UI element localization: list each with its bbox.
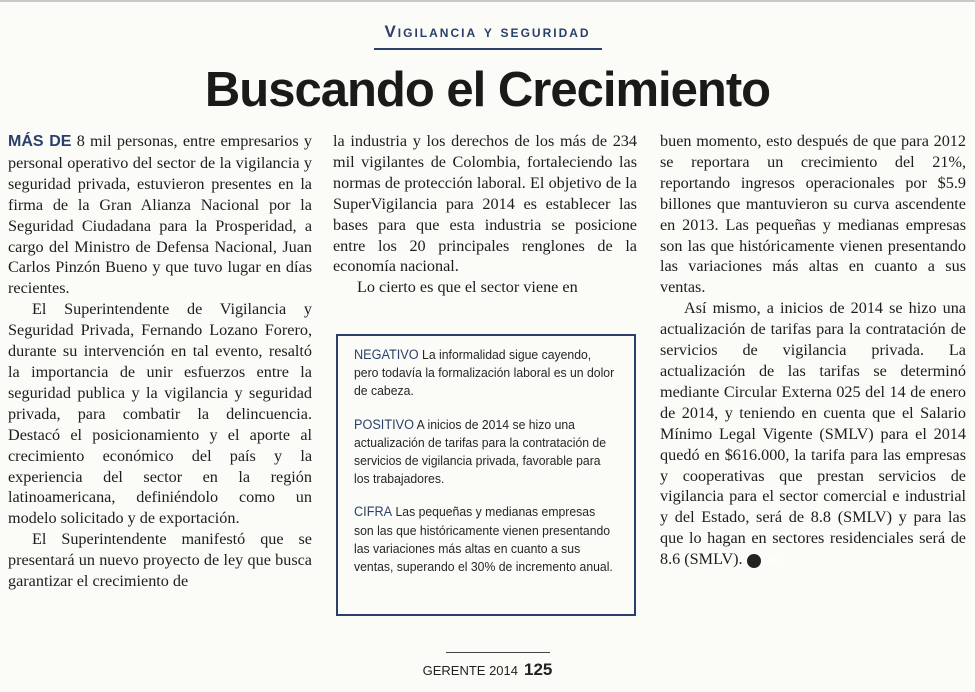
- end-mark-icon: G: [747, 554, 761, 568]
- box-item-text: Las pequeñas y medianas empresas son las que históricamente vienen presentando las variaciones más altas en cuanto a sus ventas, superando el 30% de incremento anual.: [354, 504, 613, 575]
- lead-in: MÁS DE: [8, 133, 72, 150]
- paragraph: [8, 131, 312, 299]
- page-number: 125: [524, 660, 553, 679]
- article-column-1: [8, 131, 312, 592]
- paragraph: Lo cierto es que el sector viene en: [357, 278, 578, 297]
- box-item-tag: CIFRA: [354, 504, 393, 520]
- paragraph: El Superintendente de Vigilancia y Seguridad Privada, Fernando Lozano Forero, durante su intervención en tal evento, resaltó la importancia de unir esfuerzos entre la seguridad publica y la vigilancia y seguridad privada, para combatir la delincuencia. Destacó el posicionamiento y el aporte al crecimiento económico del país y la experiencia del sector en la región latinoamericana, definiéndolo como un modelo solicitado y de exportación.: [8, 300, 312, 528]
- section-underline: [374, 48, 602, 50]
- page-footer: [0, 660, 975, 680]
- publication-name: GERENTE 2014: [422, 663, 518, 678]
- paragraph: El Superintendente manifestó que se presentará un nuevo proyecto de ley que busca garantizar el crecimiento de: [8, 530, 312, 591]
- sidebar-box-content: [354, 346, 616, 591]
- top-rule: [0, 0, 975, 2]
- box-item-text: A inicios de 2014 se hizo una actualización de tarifas para la contratación de servicios de vigilancia privada, favorable para los trabajadores.: [354, 416, 607, 487]
- footer-rule: [446, 652, 550, 653]
- box-item-negativo: [354, 346, 617, 401]
- section-label: Vigilancia y seguridad: [384, 22, 591, 41]
- paragraph: [660, 298, 966, 570]
- article-headline: Buscando el Crecimiento: [204, 63, 771, 117]
- article-column-3: [660, 131, 966, 570]
- box-item-tag: POSITIVO: [354, 416, 414, 432]
- paragraph-text: Así mismo, a inicios de 2014 se hizo una actualización de tarifas para la contratación de servicios de vigilancia privada. La actualización de las tarifas se determinó mediante Circular Externa 025 del 14 de enero de 2014, y teniendo en cuenta que el Salario Mínimo Legal Vigente (SMLV) para el 2014 quedó en $616.000, la tarifa para las empresas y cooperativas que prestan servicios de vigilancia para el sector comercial e industrial y del Estado, será de 8.8 (SMLV) y para las que lo hagan en sectores residenciales será de 8.6 (SMLV).: [660, 299, 966, 569]
- paragraph: buen momento, esto después de que para 2012 se reportara un crecimiento del 21%, reportando ingresos operacionales por $5.9 billones que mantuvieron su curva ascendente en 2013. Las pequeñas y medianas empresas son las que históricamente vienen presentando las variaciones más altas en cuanto a sus ventas.: [660, 132, 966, 297]
- box-item-tag: NEGATIVO: [354, 347, 419, 362]
- box-item-cifra: [354, 503, 617, 576]
- paragraph-text: 8 mil personas, entre empresarios y personal operativo del sector de la vigilancia y seguridad privada, estuvieron presentes en la firma de la Gran Alianza Nacional por la Seguridad Ciudadana para la Prosperidad, a cargo del Ministro de Defensa Nacional, Juan Carlos Pinzón Bueno y que tuvo lugar en días recientes.: [8, 132, 312, 298]
- box-item-text: La informalidad sigue cayendo, pero todavía la formalización laboral es un dolor de cabeza.: [354, 347, 615, 399]
- paragraph: la industria y los derechos de los más de 234 mil vigilantes de Colombia, fortaleciendo las normas de protección laboral. El objetivo de la SuperVigilancia para 2014 es establecer las bases para que esta industria se posicione entre los 20 principales renglones de la economía nacional.: [333, 132, 637, 276]
- box-item-positivo: [354, 416, 617, 489]
- sidebar-box: [336, 334, 636, 616]
- article-column-2: [333, 131, 637, 298]
